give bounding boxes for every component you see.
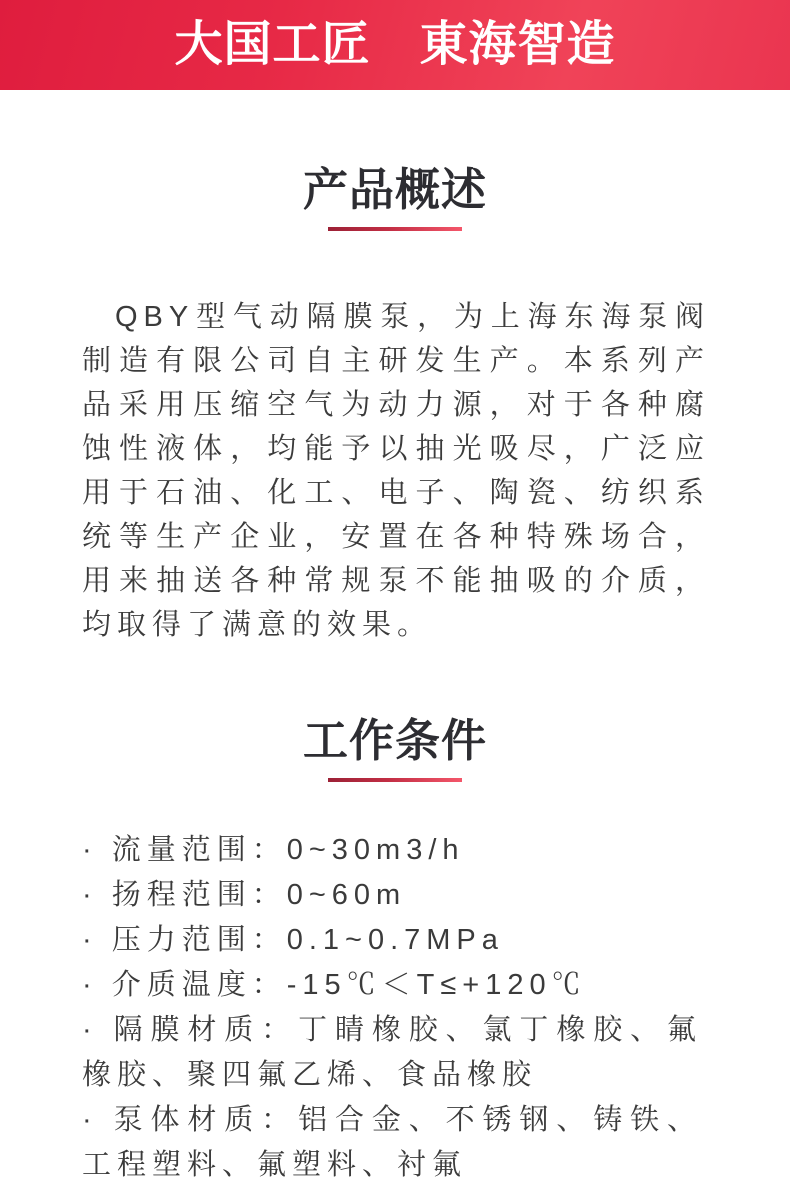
working-conditions-section-title: 工作条件 (302, 715, 487, 766)
brand-banner (0, 0, 790, 90)
working-conditions-list (82, 828, 702, 1188)
section-product-overview (0, 166, 790, 647)
condition-item-diaphragm-material: · 隔膜材质：丁睛橡胶、氯丁橡胶、氟橡胶、聚四氟乙烯、食品橡胶 (82, 1014, 702, 1091)
overview-section-title: 产品概述 (302, 164, 487, 215)
section-working-conditions (0, 717, 790, 1188)
condition-item-flow-range: · 流量范围：0~30m3/h (82, 834, 465, 866)
condition-item-medium-temperature: · 介质温度：-15℃＜T≤+120℃ (82, 969, 587, 1001)
condition-item-pressure-range: · 压力范围：0.1~0.7MPa (82, 924, 504, 956)
brand-slogan: 大国工匠 東海智造 (174, 18, 616, 71)
condition-item-head-range: · 扬程范围：0~60m (82, 879, 407, 911)
red-underline-divider (328, 227, 462, 231)
condition-item-pump-body-material: · 泵体材质：铝合金、不锈钢、铸铁、工程塑料、氟塑料、衬氟 (82, 1104, 702, 1181)
red-underline-divider (328, 778, 462, 782)
overview-paragraph: QBY型气动隔膜泵，为上海东海泵阀制造有限公司自主研发生产。本系列产品采用压缩空气为动力源，对于各种腐蚀性液体，均能予以抽光吸尽，广泛应用于石油、化工、电子、陶瓷、纺织系统等生产企业，安置在各种特殊场合，用来抽送各种常规泵不能抽吸的介质，均取得了满意的效果。 (82, 301, 710, 641)
